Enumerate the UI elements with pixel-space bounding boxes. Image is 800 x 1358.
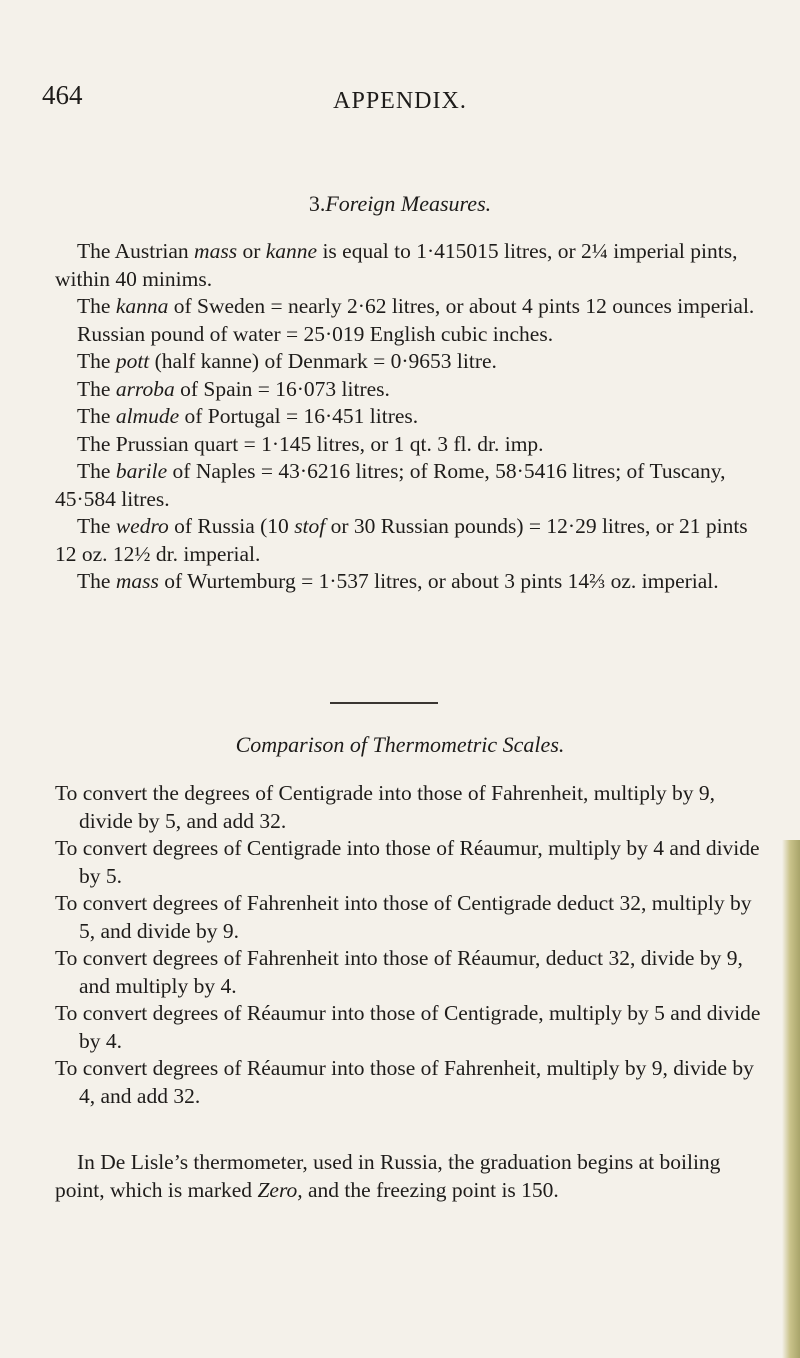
conversion-rule: To convert degrees of Fahrenheit into those of Centigrade deduct 32, multiply by 5, and divide by 9. — [55, 891, 752, 943]
conversion-rule: To convert degrees of Réaumur into those of Fahrenheit, multiply by 9, divide by 4, and add 32. — [55, 1056, 754, 1108]
measure-entry: The wedro of Russia (10 stof or 30 Russian pounds) = 12·29 litres, or 21 pints 12 oz. 12½ dr. imperial. — [55, 514, 748, 566]
conversion-rule: To convert degrees of Réaumur into those of Centigrade, multiply by 5 and divide by 4. — [55, 1001, 761, 1053]
running-head: APPENDIX. — [333, 88, 467, 114]
page-edge-shadow — [782, 840, 800, 1358]
measure-entry: The pott (half kanne) of Denmark = 0·9653 litre. — [77, 349, 497, 373]
thermometric-rules-list — [55, 780, 767, 1110]
foreign-measures-list — [55, 238, 767, 596]
conversion-rule: To convert degrees of Fahrenheit into those of Réaumur, deduct 32, divide by 9, and multiply by 4. — [55, 946, 743, 998]
measure-entry: The Austrian mass or kanne is equal to 1·415015 litres, or 2¼ imperial pints, within 40 minims. — [55, 239, 738, 291]
measure-entry: Russian pound of water = 25·019 English cubic inches. — [77, 321, 554, 346]
thermometric-note — [55, 1149, 767, 1204]
de-lisle-note: In De Lisle’s thermometer, used in Russia, the graduation begins at boiling point, which is marked Zero, and the freezing point is 150. — [55, 1150, 721, 1202]
page-number: 464 — [42, 80, 83, 110]
measure-entry: The barile of Naples = 43·6216 litres; of Rome, 58·5416 litres; of Tuscany, 45·584 litres. — [55, 459, 726, 511]
section-divider-rule — [330, 702, 438, 704]
conversion-rule: To convert degrees of Centigrade into those of Réaumur, multiply by 4 and divide by 5. — [55, 836, 760, 888]
conversion-rule: To convert the degrees of Centigrade into those of Fahrenheit, multiply by 9, divide by 5, and add 32. — [55, 781, 716, 833]
section-number: 3. — [308, 191, 326, 216]
section-heading-foreign-measures — [0, 191, 800, 217]
measure-entry: The almude of Portugal = 16·451 litres. — [77, 404, 419, 428]
section-heading-thermometric: Comparison of Thermometric Scales. — [235, 732, 565, 757]
measure-entry: The arroba of Spain = 16·073 litres. — [77, 376, 390, 401]
measure-entry: The mass of Wurtemburg = 1·537 litres, or about 3 pints 14⅔ oz. imperial. — [77, 569, 719, 593]
measure-entry: The Prussian quart = 1·145 litres, or 1 qt. 3 fl. dr. imp. — [77, 431, 544, 456]
measure-entry: The kanna of Sweden = nearly 2·62 litres, or about 4 pints 12 ounces imperial. — [77, 294, 755, 318]
section-title: Foreign Measures. — [325, 191, 492, 216]
